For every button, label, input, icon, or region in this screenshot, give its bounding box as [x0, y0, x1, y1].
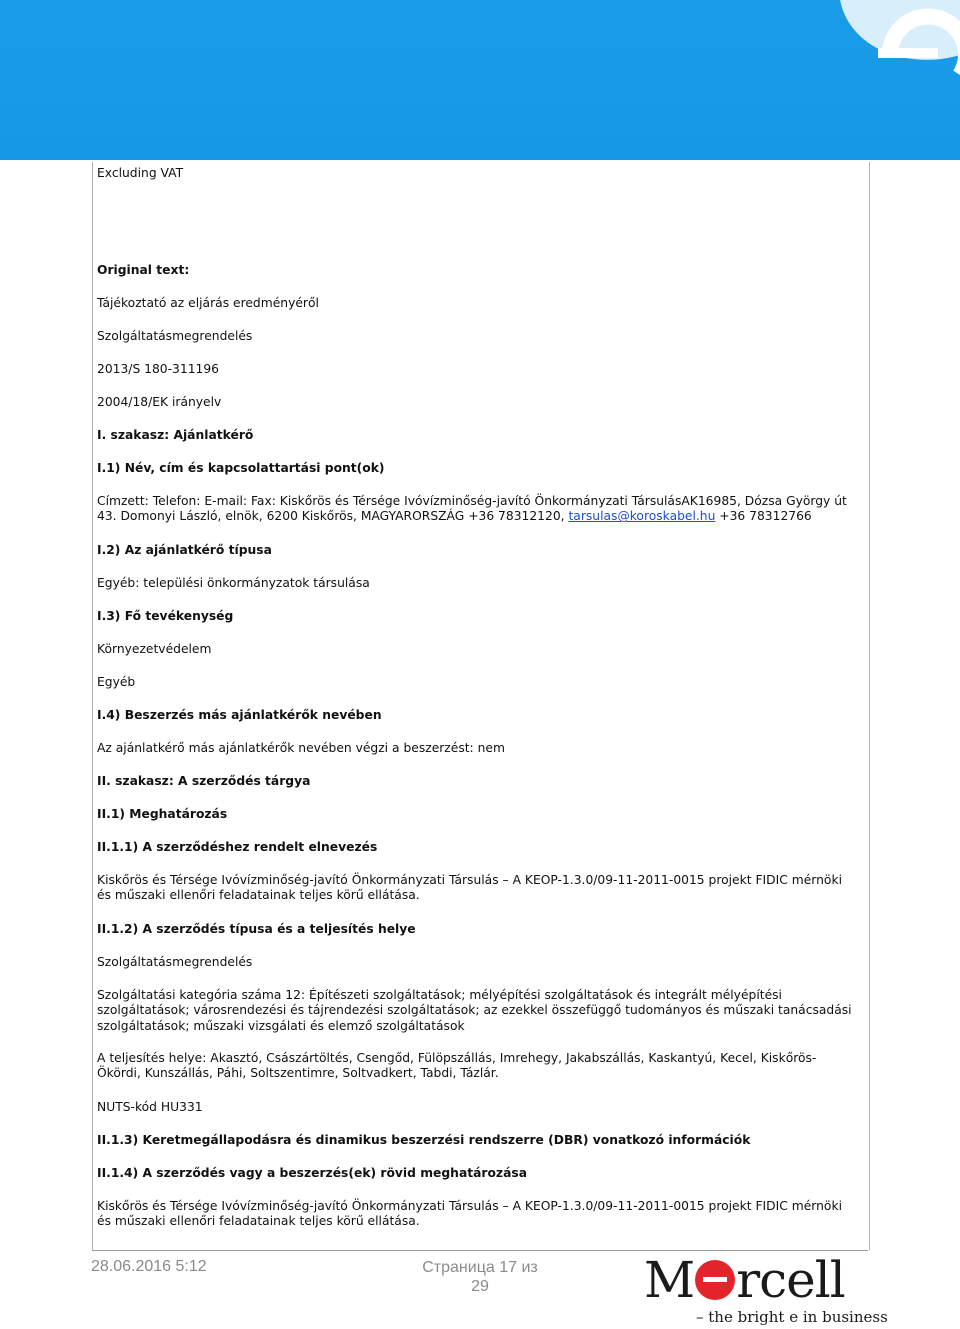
body-text [97, 1199, 857, 1230]
body-text [97, 741, 857, 756]
body-text [97, 395, 857, 410]
paragraph-text: 2013/S 180-311196 [97, 362, 220, 376]
paragraph-text: Szolgáltatási kategória száma 12: Építészeti szolgáltatások; mélyépítési szolgáltatások és integrált mélyépítési szolgáltatások; városrendezési és tájrendezési szolgáltatások; az ezekkel összefüggő tudományos és műszaki tanácsadási szolgáltatások; műszaki vizsgálati és elemző szolgáltatások [97, 988, 852, 1033]
section-heading [97, 543, 857, 558]
logo-wordmark: M rcell [644, 1251, 845, 1309]
body-text [97, 362, 857, 377]
section-heading [97, 1133, 857, 1148]
body-text [97, 494, 857, 525]
page-number-line2: 29 [471, 1278, 489, 1295]
paragraph-text: Kiskőrös és Térsége Ivóvízminőség-javító Önkormányzati Társulás – A KEOP-1.3.0/09-11-2011-0015 projekt FIDIC mérnöki és műszaki ellenőri feladatainak teljes körű ellátása. [97, 1199, 842, 1229]
body-text [97, 1100, 857, 1115]
body-text [97, 675, 857, 690]
section-heading [97, 708, 857, 723]
section-heading [97, 461, 857, 476]
paragraph-text: Szolgáltatásmegrendelés [97, 955, 253, 969]
paragraph-text: Szolgáltatásmegrendelés [97, 329, 253, 343]
page-number [412, 1258, 548, 1296]
fax-number: +36 78312766 [715, 509, 812, 524]
paragraph-text: NUTS-kód HU331 [97, 1100, 203, 1114]
paragraph-text: II.1.1) A szerződéshez rendelt elnevezés [97, 840, 378, 854]
logo-e-icon [695, 1260, 735, 1300]
body-text [97, 166, 857, 181]
section-heading [97, 609, 857, 624]
paragraph-text: I.1) Név, cím és kapcsolattartási pont(ok) [97, 461, 385, 475]
page-number-line1: Страница 17 из [422, 1259, 538, 1276]
body-text [97, 296, 857, 311]
paragraph-text: 2004/18/EK irányelv [97, 395, 222, 409]
body-text [97, 988, 857, 1034]
email-link[interactable]: tarsulas@koroskabel.hu [568, 509, 716, 524]
print-date: 28.06.2016 5:12 [91, 1258, 207, 1275]
brand-swirl-icon [820, 0, 960, 110]
paragraph-text: Egyéb [97, 675, 136, 689]
paragraph-text: I.2) Az ajánlatkérő típusa [97, 543, 272, 557]
body-text [97, 955, 857, 970]
paragraph-text: II.1.2) A szerződés típusa és a teljesítés helye [97, 922, 416, 936]
header-band [0, 0, 960, 160]
paragraph-text: Az ajánlatkérő más ajánlatkérők nevében végzi a beszerzést: nem [97, 741, 505, 755]
paragraph-text: I.3) Fő tevékenység [97, 609, 234, 623]
paragraph-text: A teljesítés helye: Akasztó, Császártöltés, Csengőd, Fülöpszállás, Imrehegy, Jakabszállás, Kaskantyú, Kecel, Kiskőrös-Ökördi, Kunszállás, Páhi, Soltszentimre, Soltvadkert, Tabdi, Tázlár. [97, 1051, 817, 1081]
paragraph-text: Excluding VAT [97, 166, 184, 180]
paragraph-text: Tájékoztató az eljárás eredményéről [97, 296, 319, 310]
body-text [97, 1051, 857, 1082]
paragraph-text: Címzett: Telefon: E-mail: Fax: Kiskőrös és Térsége Ivóvízminőség-javító Önkormányzati TársulásAK16985, Dózsa György út 43. Domonyi László, elnök, 6200 Kiskőrös, MAGYARORSZÁG +36 78312120, [97, 494, 847, 524]
body-text [97, 576, 857, 591]
body-text [97, 873, 857, 904]
paragraph-text: Környezetvédelem [97, 642, 212, 656]
section-heading [97, 1166, 857, 1181]
body-text [97, 329, 857, 344]
paragraph-text: I.4) Beszerzés más ajánlatkérők nevében [97, 708, 382, 722]
marcell-logo [644, 1251, 888, 1329]
section-heading [97, 428, 857, 443]
paragraph-text: II. szakasz: A szerződés tárgya [97, 774, 311, 788]
paragraph-text: II.1.3) Keretmegállapodásra és dinamikus beszerzési rendszerre (DBR) vonatkozó információk [97, 1133, 751, 1147]
paragraph-text: Egyéb: települési önkormányzatok társulása [97, 576, 370, 590]
paragraph-text: II.1.4) A szerződés vagy a beszerzés(ek) rövid meghatározása [97, 1166, 528, 1180]
section-heading [97, 807, 857, 822]
section-heading [97, 840, 857, 855]
section-heading [97, 922, 857, 937]
paragraph-text: II.1) Meghatározás [97, 807, 228, 821]
body-text [97, 642, 857, 657]
content-frame [92, 162, 870, 1250]
section-heading [97, 263, 857, 278]
section-heading [97, 774, 857, 789]
paragraph-text: Original text: [97, 263, 190, 277]
paragraph-text: I. szakasz: Ajánlatkérő [97, 428, 254, 442]
logo-tagline: – the bright e in business [696, 1308, 888, 1326]
paragraph-text: Kiskőrös és Térsége Ivóvízminőség-javító Önkormányzati Társulás – A KEOP-1.3.0/09-11-2011-0015 projekt FIDIC mérnöki és műszaki ellenőri feladatainak teljes körű ellátása. [97, 873, 842, 903]
